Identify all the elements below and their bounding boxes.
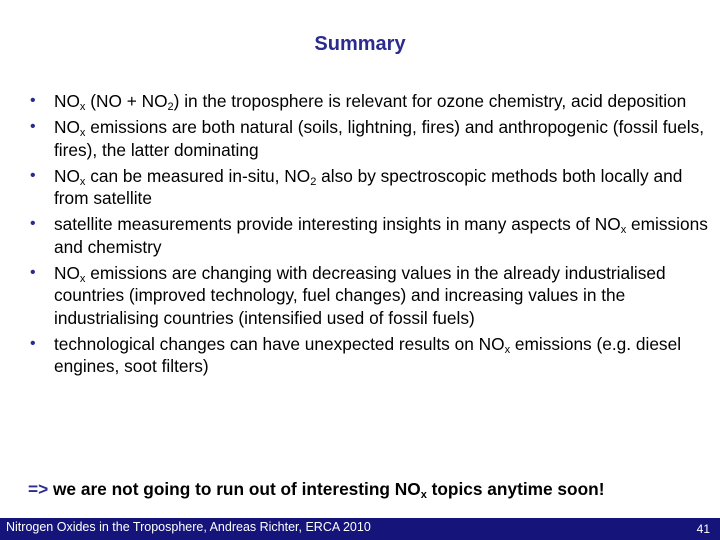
bullet-text: $NO_x$ can be measured in-situ, $NO_2$ also by spectroscopic methods both locally and from satellite [54, 165, 683, 208]
bullet-item [30, 165, 710, 210]
bullet-item [30, 262, 710, 330]
bullet-item [30, 333, 710, 378]
bullet-dot-icon: • [30, 215, 36, 232]
slide-title [0, 33, 720, 56]
footer-bar [0, 518, 720, 540]
conclusion-text-end: topics anytime soon! [426, 479, 605, 499]
bullet-text: $NO_x$ emissions are changing with decreasing values in the already industrialised countries (improved technology, fuel changes) and increasing values in the industrialising countries (intensified used of fossil fuels) [54, 262, 666, 328]
bullet-dot-icon: • [30, 118, 36, 135]
arrow-icon: => [28, 479, 49, 499]
bullet-list [30, 90, 710, 381]
conclusion-text: we are not going to run out of interesting NO [48, 479, 421, 499]
bullet-dot-icon: • [30, 92, 36, 109]
bullet-text: satellite measurements provide interesting insights in many aspects of $NO_x$ emissions and chemistry [54, 214, 708, 257]
bullet-item [30, 116, 710, 161]
bullet-dot-icon: • [30, 263, 36, 281]
conclusion-line [28, 479, 718, 500]
conclusion-subscript: x [420, 489, 427, 501]
bullet-text: $NO_x$ $(NO + NO_2)$ in the troposphere is relevant for ozone chemistry, acid deposition [54, 91, 687, 113]
footer-credit: Nitrogen Oxides in the Troposphere, Andreas Richter, ERCA 2010 [6, 520, 371, 534]
page-number: 41 [696, 522, 710, 536]
bullet-text: technological changes can have unexpected results on $NO_x$ emissions (e.g. diesel engines, soot filters) [54, 333, 682, 376]
bullet-dot-icon: • [30, 334, 36, 352]
bullet-dot-icon: • [30, 166, 36, 184]
bullet-text: $NO_x$ emissions are both natural (soils, lightning, fires) and anthropogenic (fossil fuels, fires), the latter dominating [54, 117, 705, 160]
bullet-item [30, 90, 710, 113]
bullet-item [30, 213, 710, 258]
slide-title-text: Summary [314, 33, 406, 55]
